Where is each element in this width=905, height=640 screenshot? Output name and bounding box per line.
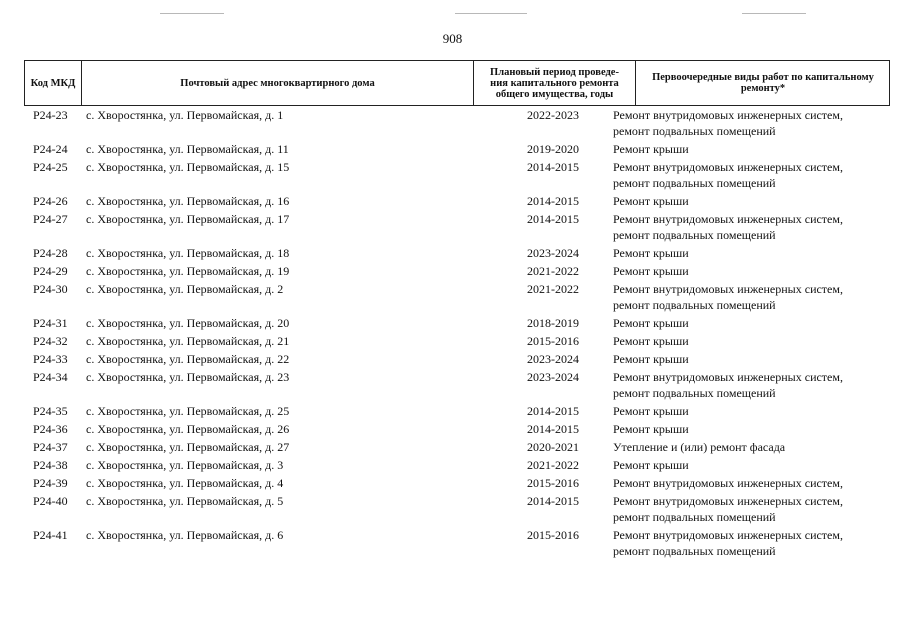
page-number: 908 [442,31,463,46]
table-row [24,457,890,473]
works-line: Ремонт внутридомовых инженерных систем, [613,528,843,542]
cell-address: с. Хворостянка, ул. Первомайская, д. 23 [86,370,290,384]
cell-period: 2023-2024 [527,370,579,384]
cell-address: с. Хворостянка, ул. Первомайская, д. 1 [86,108,284,122]
cell-code: Р24-29 [33,264,68,278]
cell-code: Р24-33 [33,352,68,366]
cell-works [613,403,883,419]
cell-works [613,493,883,525]
works-line: Ремонт внутридомовых инженерных систем, [613,494,843,508]
table-row [24,315,890,331]
cell-period: 2022-2023 [527,108,579,122]
cell-code: Р24-40 [33,494,68,508]
cell-period: 2020-2021 [527,440,579,454]
table-row [24,245,890,261]
cell-code: Р24-38 [33,458,68,472]
works-line: Утепление и (или) ремонт фасада [613,440,786,454]
cell-code: Р24-25 [33,160,68,174]
cell-code: Р24-37 [33,440,68,454]
table-row [24,159,890,191]
works-line: Ремонт крыши [613,142,689,156]
cell-period: 2015-2016 [527,476,579,490]
cell-period: 2019-2020 [527,142,579,156]
works-line: Ремонт крыши [613,316,689,330]
cell-period: 2021-2022 [527,282,579,296]
cell-address: с. Хворостянка, ул. Первомайская, д. 11 [86,142,289,156]
table-body [24,107,890,561]
cell-code: Р24-36 [33,422,68,436]
cell-period: 2021-2022 [527,458,579,472]
works-line: Ремонт крыши [613,404,689,418]
cell-period: 2018-2019 [527,316,579,330]
cell-address: с. Хворостянка, ул. Первомайская, д. 2 [86,282,284,296]
works-line: Ремонт крыши [613,458,689,472]
cell-code: Р24-34 [33,370,68,384]
cell-works [613,211,883,243]
cell-address: с. Хворостянка, ул. Первомайская, д. 5 [86,494,284,508]
works-line: Ремонт крыши [613,352,689,366]
works-line: Ремонт крыши [613,246,689,260]
header-period-line: Плановый период проведе- [490,66,619,78]
cell-code: Р24-32 [33,334,68,348]
works-line: Ремонт крыши [613,264,689,278]
cell-address: с. Хворостянка, ул. Первомайская, д. 26 [86,422,290,436]
cell-works [613,107,883,139]
header-period-line: общего имущества, годы [495,88,614,100]
cell-works [613,421,883,437]
works-line: ремонт подвальных помещений [613,176,776,190]
table-row [24,527,890,559]
table-row [24,421,890,437]
table-row [24,369,890,401]
cell-works [613,333,883,349]
works-line: ремонт подвальных помещений [613,124,776,138]
cell-period: 2015-2016 [527,334,579,348]
works-line: Ремонт внутридомовых инженерных систем, [613,108,843,122]
cell-works [613,315,883,331]
cell-works [613,351,883,367]
table-header [24,60,890,106]
table-row [24,263,890,279]
table-row [24,281,890,313]
cell-code: Р24-30 [33,282,68,296]
works-line: Ремонт внутридомовых инженерных систем, [613,476,843,490]
cell-works [613,245,883,261]
works-line: Ремонт внутридомовых инженерных систем, [613,212,843,226]
table-row [24,351,890,367]
header-works-line: ремонту* [740,83,786,94]
works-line: Ремонт внутридомовых инженерных систем, [613,370,843,384]
cell-works [613,141,883,157]
scan-artifact-line [742,13,806,14]
cell-address: с. Хворостянка, ул. Первомайская, д. 25 [86,404,290,418]
cell-works [613,439,883,455]
cell-period: 2014-2015 [527,194,579,208]
scan-artifact-line [455,13,527,14]
header-address: Почтовый адрес многоквартирного дома [81,61,473,105]
works-line: ремонт подвальных помещений [613,386,776,400]
cell-code: Р24-26 [33,194,68,208]
table-row [24,333,890,349]
cell-works [613,527,883,559]
cell-code: Р24-31 [33,316,68,330]
works-line: ремонт подвальных помещений [613,544,776,558]
cell-code: Р24-41 [33,528,68,542]
cell-code: Р24-35 [33,404,68,418]
table-row [24,439,890,455]
cell-works [613,159,883,191]
table-row [24,193,890,209]
cell-address: с. Хворостянка, ул. Первомайская, д. 3 [86,458,284,472]
cell-period: 2021-2022 [527,264,579,278]
cell-address: с. Хворостянка, ул. Первомайская, д. 17 [86,212,290,226]
cell-period: 2023-2024 [527,352,579,366]
cell-works [613,193,883,209]
scan-artifact-line [160,13,224,14]
table-row [24,493,890,525]
works-line: Ремонт крыши [613,422,689,436]
cell-address: с. Хворостянка, ул. Первомайская, д. 20 [86,316,290,330]
cell-period: 2014-2015 [527,212,579,226]
cell-address: с. Хворостянка, ул. Первомайская, д. 21 [86,334,290,348]
cell-address: с. Хворостянка, ул. Первомайская, д. 6 [86,528,284,542]
cell-code: Р24-27 [33,212,68,226]
table-row [24,107,890,139]
cell-address: с. Хворостянка, ул. Первомайская, д. 22 [86,352,290,366]
works-line: Ремонт крыши [613,334,689,348]
works-line: ремонт подвальных помещений [613,510,776,524]
cell-address: с. Хворостянка, ул. Первомайская, д. 16 [86,194,290,208]
cell-works [613,281,883,313]
cell-works [613,475,883,491]
table-row [24,141,890,157]
cell-period: 2014-2015 [527,422,579,436]
cell-period: 2014-2015 [527,404,579,418]
cell-period: 2014-2015 [527,494,579,508]
cell-code: Р24-28 [33,246,68,260]
cell-period: 2023-2024 [527,246,579,260]
table-row [24,403,890,419]
cell-address: с. Хворостянка, ул. Первомайская, д. 15 [86,160,290,174]
cell-code: Р24-39 [33,476,68,490]
cell-period: 2015-2016 [527,528,579,542]
works-line: ремонт подвальных помещений [613,228,776,242]
header-works-line: Первоочередные виды работ по капитальному [652,72,874,83]
works-line: Ремонт внутридомовых инженерных систем, [613,160,843,174]
table-row [24,211,890,243]
cell-address: с. Хворостянка, ул. Первомайская, д. 18 [86,246,290,260]
cell-code: Р24-23 [33,108,68,122]
works-line: Ремонт крыши [613,194,689,208]
table-row [24,475,890,491]
cell-period: 2014-2015 [527,160,579,174]
cell-works [613,263,883,279]
works-line: ремонт подвальных помещений [613,298,776,312]
cell-works [613,369,883,401]
header-code: Код МКД [30,77,76,89]
cell-works [613,457,883,473]
header-period [473,61,635,105]
cell-address: с. Хворостянка, ул. Первомайская, д. 27 [86,440,290,454]
cell-code: Р24-24 [33,142,68,156]
cell-address: с. Хворостянка, ул. Первомайская, д. 4 [86,476,284,490]
cell-address: с. Хворостянка, ул. Первомайская, д. 19 [86,264,290,278]
header-works [635,61,890,105]
works-line: Ремонт внутридомовых инженерных систем, [613,282,843,296]
header-period-line: ния капитального ремонта [490,77,619,89]
